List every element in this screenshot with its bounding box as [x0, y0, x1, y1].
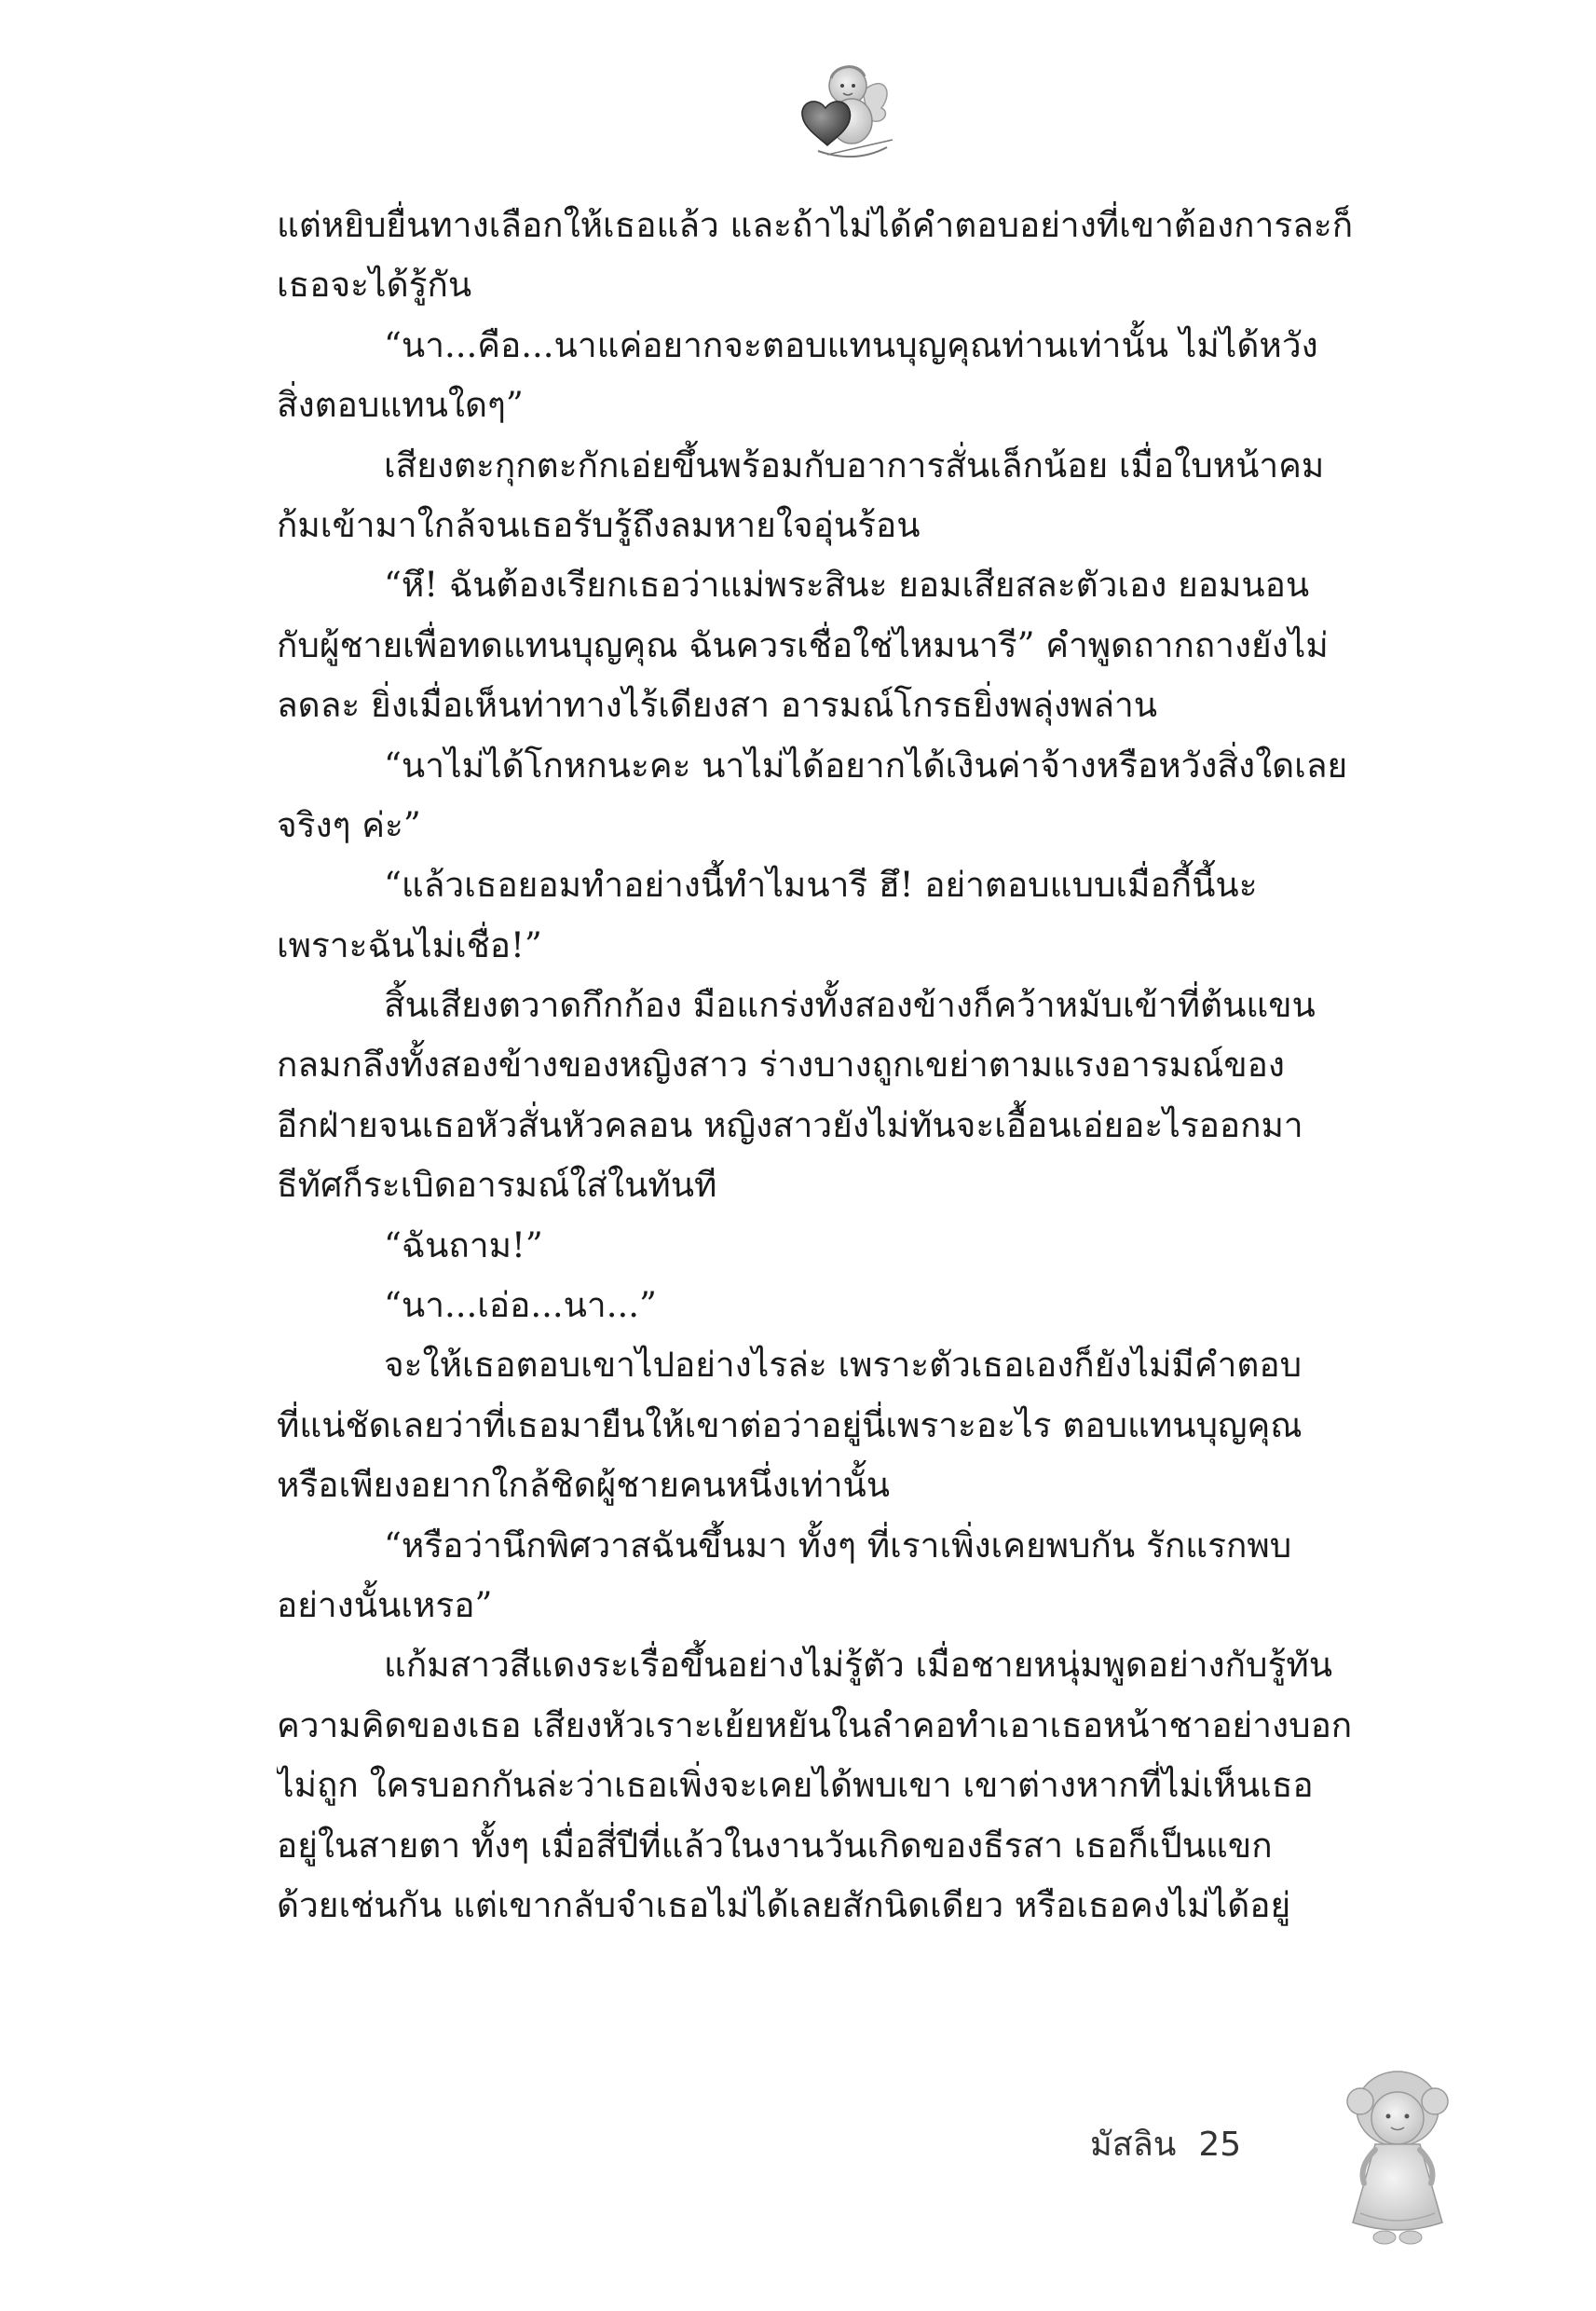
- text-line: ที่แน่ชัดเลยว่าที่เธอมายืนให้เขาต่อว่าอยู่นี่เพราะอะไร ตอบแทนบุญคุณ: [277, 1404, 1303, 1445]
- text-line: เพราะฉันไม่เชื่อ!”: [277, 924, 542, 965]
- text-line: กลมกลึงทั้งสองข้างของหญิงสาว ร่างบางถูกเขย่าตามแรงอารมณ์ของ: [277, 1045, 1285, 1086]
- text-line: เสียงตะกุกตะกักเอ่ยขึ้นพร้อมกับอาการสั่นเล็กน้อย เมื่อใบหน้าคม: [384, 444, 1325, 485]
- text-line: ด้วยเช่นกัน แต่เขากลับจำเธอไม่ได้เลยสักนิดเดียว หรือเธอคงไม่ได้อยู่: [277, 1884, 1291, 1925]
- text-line: “นา...เอ่อ...นา...”: [384, 1285, 657, 1326]
- text-line: “แล้วเธอยอมทำอย่างนี้ทำไมนารี ฮึ! อย่าตอบแบบเมื่อกี้นี้นะ: [384, 865, 1258, 906]
- text-line: แต่หยิบยื่นทางเลือกให้เธอแล้ว และถ้าไม่ได้คำตอบอย่างที่เขาต้องการละก็: [277, 205, 1354, 245]
- text-line: กับผู้ชายเพื่อทดแทนบุญคุณ ฉันควรเชื่อใช่ไหมนารี” คำพูดถากถางยังไม่: [277, 624, 1329, 665]
- text-line: จริงๆ ค่ะ”: [277, 804, 421, 845]
- text-line: “หรือว่านึกพิศวาสฉันขึ้นมา ทั้งๆ ที่เราเพิ่งเคยพบกัน รักแรกพบ: [384, 1525, 1292, 1566]
- text-line: อีกฝ่ายจนเธอหัวสั่นหัวคลอน หญิงสาวยังไม่ทันจะเอื้อนเอ่ยอะไรออกมา: [277, 1104, 1303, 1145]
- doll-icon: [1332, 2064, 1463, 2250]
- text-line: “หึ! ฉันต้องเรียกเธอว่าแม่พระสินะ ยอมเสียสละตัวเอง ยอมนอน: [384, 565, 1310, 606]
- page-number: 25: [1198, 2126, 1242, 2164]
- page-footer: [1090, 2117, 1241, 2170]
- text-line: “ฉันถาม!”: [384, 1224, 543, 1265]
- text-line: สิ้นเสียงตวาดกึกก้อง มือแกร่งทั้งสองข้างก็คว้าหมับเข้าที่ต้นแขน: [384, 985, 1316, 1026]
- text-line: สิ่งตอบแทนใดๆ”: [277, 385, 524, 426]
- text-line: ธีทัศก็ระเบิดอารมณ์ใส่ในทันที: [277, 1165, 717, 1206]
- text-line: อยู่ในสายตา ทั้งๆ เมื่อสี่ปีที่แล้วในงานวันเกิดของธีรสา เธอก็เป็นแขก: [277, 1825, 1273, 1866]
- cupid-heart-icon: [790, 54, 902, 166]
- text-line: เธอจะได้รู้กัน: [277, 265, 472, 306]
- text-line: หรือเพียงอยากใกล้ชิดผู้ชายคนหนึ่งเท่านั้น: [277, 1465, 891, 1506]
- text-line: ความคิดของเธอ เสียงหัวเราะเย้ยหยันในลำคอทำเอาเธอหน้าชาอย่างบอก: [277, 1704, 1353, 1745]
- text-line: อย่างนั้นเหรอ”: [277, 1584, 493, 1625]
- body-text: [277, 196, 1437, 1935]
- text-line: ก้มเข้ามาใกล้จนเธอรับรู้ถึงลมหายใจอุ่นร้อน: [277, 504, 921, 545]
- text-line: แก้มสาวสีแดงระเรื่อขึ้นอย่างไม่รู้ตัว เมื่อชายหนุ่มพูดอย่างกับรู้ทัน: [384, 1645, 1333, 1686]
- text-line: “นา...คือ...นาแค่อยากจะตอบแทนบุญคุณท่านเท่านั้น ไม่ได้หวัง: [384, 324, 1318, 365]
- text-line: ไม่ถูก ใครบอกกันล่ะว่าเธอเพิ่งจะเคยได้พบเขา เขาต่างหากที่ไม่เห็นเธอ: [277, 1765, 1314, 1806]
- book-title: มัสลิน: [1090, 2126, 1177, 2164]
- text-line: “นาไม่ได้โกหกนะคะ นาไม่ได้อยากได้เงินค่าจ้างหรือหวังสิ่งใดเลย: [384, 745, 1348, 786]
- text-line: จะให้เธอตอบเขาไปอย่างไรล่ะ เพราะตัวเธอเองก็ยังไม่มีคำตอบ: [384, 1345, 1303, 1386]
- text-line: ลดละ ยิ่งเมื่อเห็นท่าทางไร้เดียงสา อารมณ์โกรธยิ่งพลุ่งพล่าน: [277, 685, 1158, 726]
